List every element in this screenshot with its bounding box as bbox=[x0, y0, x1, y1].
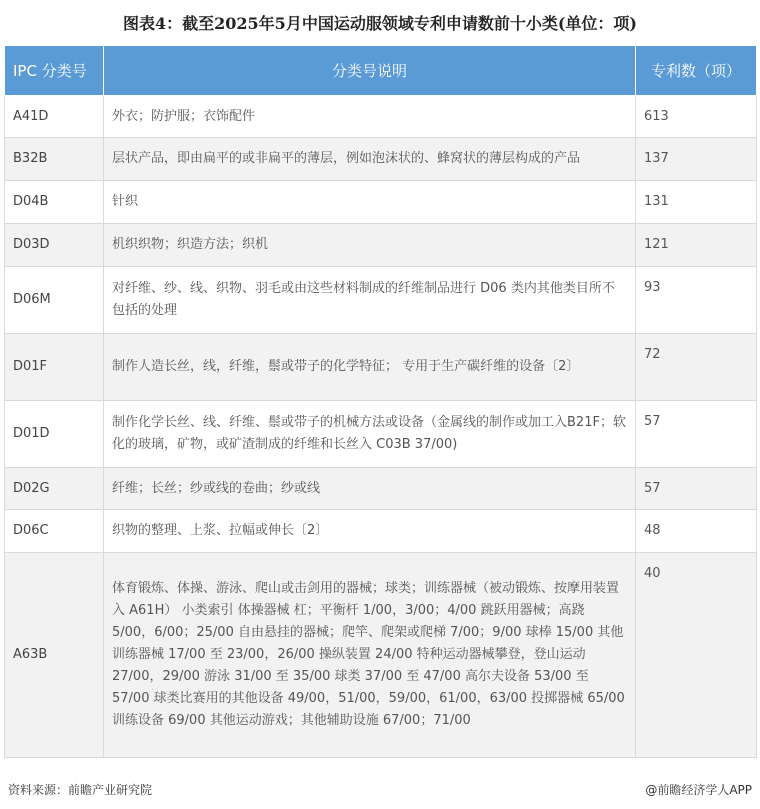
count-cell: 93 bbox=[636, 267, 757, 334]
table-row bbox=[5, 553, 757, 758]
description-cell: 层状产品，即由扁平的或非扁平的薄层，例如泡沫状的、蜂窝状的薄层构成的产品 bbox=[104, 138, 636, 181]
description-cell: 制作人造长丝，线，纤维，鬃或带子的化学特征； 专用于生产碳纤维的设备〔2〕 bbox=[104, 334, 636, 401]
table-header-row bbox=[5, 46, 757, 96]
header-patent-count: 专利数（项） bbox=[636, 46, 757, 96]
footer bbox=[8, 778, 752, 800]
ipc-code-cell: B32B bbox=[5, 138, 104, 181]
table-row bbox=[5, 267, 757, 334]
ipc-code-cell: A63B bbox=[5, 553, 104, 758]
table-row bbox=[5, 510, 757, 553]
count-cell: 57 bbox=[636, 401, 757, 468]
ipc-code-cell: D01F bbox=[5, 334, 104, 401]
table-row bbox=[5, 96, 757, 138]
count-cell: 57 bbox=[636, 468, 757, 510]
source-note: 资料来源：前瞻产业研究院 bbox=[8, 782, 153, 797]
description-cell: 针织 bbox=[104, 181, 636, 224]
header-ipc-code: IPC 分类号 bbox=[5, 46, 104, 96]
count-cell: 137 bbox=[636, 138, 757, 181]
ipc-code-cell: D06M bbox=[5, 267, 104, 334]
count-cell: 72 bbox=[636, 334, 757, 401]
ipc-code-cell: D04B bbox=[5, 181, 104, 224]
patent-table bbox=[4, 45, 757, 758]
description-cell: 外衣；防护服；衣饰配件 bbox=[104, 96, 636, 138]
count-cell: 40 bbox=[636, 553, 757, 758]
description-cell: 对纤维、纱、线、织物、羽毛或由这些材料制成的纤维制品进行 D06 类内其他类目所不包括的处理 bbox=[104, 267, 636, 334]
description-cell: 制作化学长丝、线、纤维、鬃或带子的机械方法或设备（金属线的制作或加工入B21F；软化的玻璃，矿物，或矿渣制成的纤维和长丝入 C03B 37/00) bbox=[104, 401, 636, 468]
ipc-code-cell: A41D bbox=[5, 96, 104, 138]
description-cell: 体育锻炼、体操、游泳、爬山或击剑用的器械；球类；训练器械（被动锻炼、按摩用装置入 A61H） 小类索引 体操器械 杠；平衡杆 1/00，3/00；4/00 跳跃用器械；高跷 5/00，6/00；25/00 自由悬挂的器械；爬竿、爬架或爬梯 7/00；9/00 球棒 15/00 其他训练器械 17/00 至 23/00，26/00 操纵装置 24/00 特种运动器械攀登，登山运动 27/00，29/00 游泳 31/00 至 35/00 球类 37/00 至 47/00 高尔夫设备 53/00 至 57/00 球类比赛用的其他设备 49/00，51/00，59/00，61/00，63/00 投掷器械 65/00 训练设备 69/00 其他运动游戏；其他辅助设施 67/00；71/00 bbox=[104, 553, 636, 758]
brand-attribution bbox=[645, 781, 752, 798]
ipc-code-cell: D01D bbox=[5, 401, 104, 468]
ipc-code-cell: D03D bbox=[5, 224, 104, 267]
count-cell: 613 bbox=[636, 96, 757, 138]
count-cell: 121 bbox=[636, 224, 757, 267]
brand-label: @前瞻经济学人APP bbox=[645, 782, 752, 797]
page-title: 图表4：截至2025年5月中国运动服领域专利申请数前十小类(单位：项) bbox=[123, 13, 637, 33]
description-cell: 机织织物；织造方法；织机 bbox=[104, 224, 636, 267]
table-row bbox=[5, 138, 757, 181]
table-row bbox=[5, 401, 757, 468]
table-row bbox=[5, 181, 757, 224]
count-cell: 131 bbox=[636, 181, 757, 224]
ipc-code-cell: D06C bbox=[5, 510, 104, 553]
table-row bbox=[5, 224, 757, 267]
table-row bbox=[5, 468, 757, 510]
ipc-code-cell: D02G bbox=[5, 468, 104, 510]
description-cell: 纤维；长丝；纱或线的卷曲；纱或线 bbox=[104, 468, 636, 510]
count-cell: 48 bbox=[636, 510, 757, 553]
description-cell: 织物的整理、上浆、拉幅或伸长〔2〕 bbox=[104, 510, 636, 553]
header-description: 分类号说明 bbox=[104, 46, 636, 96]
table-row bbox=[5, 334, 757, 401]
